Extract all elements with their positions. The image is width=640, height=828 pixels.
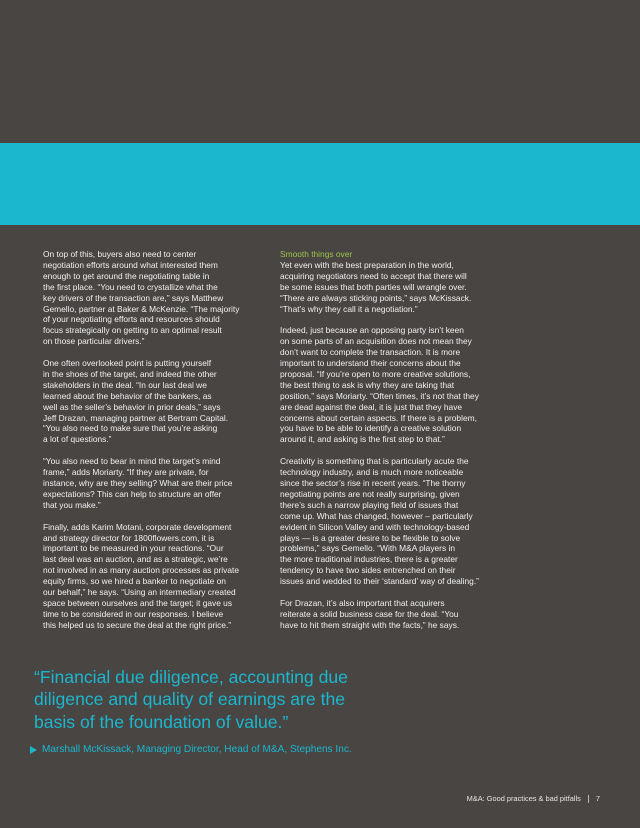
paragraph: Indeed, just because an opposing party isn’t keen on some parts of an acquisition does not mean they don’t want to complete the transaction. It is more important to understand their concerns about the proposal. “If you’re open to more creative solutions, the best thing to ask is why they are taking that position,” says Moriarty. “Often times, it’s not that they are dead against the deal, it is just that they have concerns about certain aspects. If there is a problem, you have to be able to identify a creative solution around it, and asking is the first step to that.”: [280, 325, 479, 445]
page-footer: [467, 794, 600, 803]
header-color-band: [0, 143, 640, 225]
section-subhead: Smooth things over: [280, 249, 353, 259]
right-column: [280, 249, 530, 631]
paragraph: On top of this, buyers also need to center negotiation efforts around what interested them enough to get around the negotiating table in the first place. “You need to crystallize what the key drivers of the transaction are,” says Matthew Gemello, partner at Baker & McKenzie. “The majority of your negotiating efforts and resources should focus strategically on getting to an optimal result on those particular drivers.”: [43, 249, 240, 347]
left-column: [43, 249, 283, 631]
paragraph: For Drazan, it’s also important that acquirers reiterate a solid business case for the deal. “You have to hit them straight with the facts,” he says.: [280, 597, 460, 630]
page-number: 7: [595, 794, 600, 803]
pull-quote: “Financial due diligence, accounting due diligence and quality of earnings are the basis of the foundation of value.”: [34, 667, 348, 732]
attribution-text: Marshall McKissack, Managing Director, Head of M&A, Stephens Inc.: [42, 744, 352, 755]
paragraph: Finally, adds Karim Motani, corporate development and strategy director for 1800flowers.com, it is important to be measured in your reactions. “Our last deal was an auction, and as a strategic, we’re not involved in as many auction processes as private equity firms, so we hired a banker to negotiate on our behalf,” he says. “Using an intermediary created space between ourselves and the target; it gave us time to be considered in our responses. I believe this helped us to secure the deal at the right price.”: [43, 521, 239, 630]
paragraph: One often overlooked point is putting yourself in the shoes of the target, and indeed the other stakeholders in the deal. “In our last deal we learned about the behavior of the bankers, as well as the seller’s behavior in prior deals,” says Jeff Drazan, managing partner at Bertram Capital. “You also need to make sure that you’re asking a lot of questions.”: [43, 358, 229, 445]
footer-divider: [588, 795, 589, 803]
paragraph: Creativity is something that is particularly acute the technology industry, and is much more noticeable since the sector’s rise in recent years. “The thorny negotiating points are not really surprising, given there’s such a narrow playing field of issues that come up. What has changed, however – particularly evident in Silicon Valley and with technology-based plays — is a greater desire to be flexible to solve problems,” says Gemello. “With M&A players in the more traditional industries, there is a greater tendency to have two sides entrenched on their issues and wedded to their ‘standard’ way of dealing.”: [280, 456, 479, 587]
quote-attribution: [30, 744, 352, 755]
triangle-right-icon: [30, 746, 37, 754]
paragraph: Yet even with the best preparation in the world, acquiring negotiators need to accept that there will be some issues that both parties will wrangle over. “There are always sticking points,” says McKissack. “That’s why they call it a negotiation.”: [280, 259, 472, 314]
paragraph: “You also need to bear in mind the target’s mind frame,” adds Moriarty. “If they are private, for instance, why are they selling? What are their price expectations? This can help to structure an offer that you make.”: [43, 456, 233, 510]
footer-title: M&A: Good practices & bad pitfalls: [466, 794, 581, 803]
